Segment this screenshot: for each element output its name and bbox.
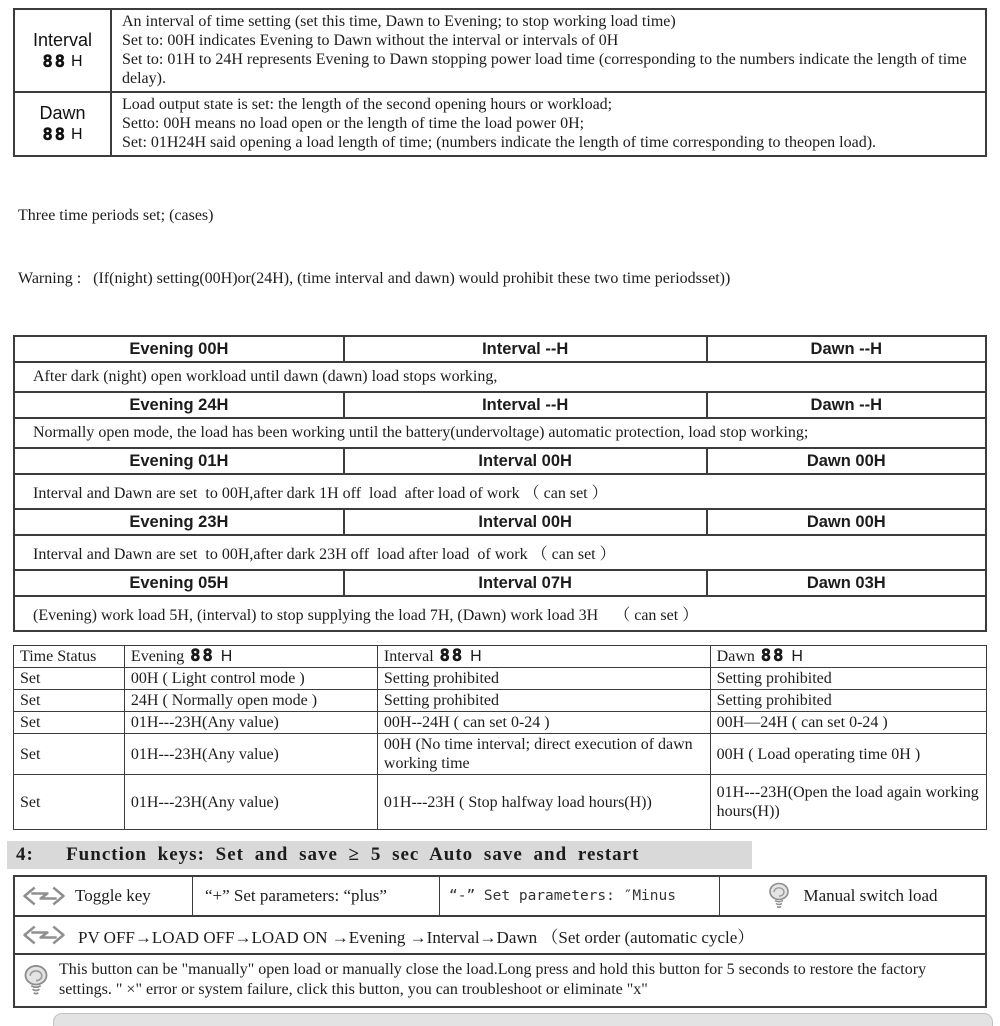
toggle-key-label: Toggle key [75, 886, 151, 905]
case-evening-cell: Evening 24H [15, 393, 345, 417]
case-evening-cell: Evening 00H [15, 337, 345, 361]
case-note: Interval and Dawn are set to 00H,after dark 23H off load after load of work （ can set ） [15, 534, 985, 569]
seven-segment-icon: 88 [439, 646, 465, 666]
hour-unit: H [70, 126, 83, 143]
dawn-cell: 00H—24H ( can set 0-24 ) [710, 712, 986, 734]
status-cell: Set [14, 734, 125, 775]
description-line: Set to: 01H to 24H represents Evening to Dawn stopping power load time (corresponding to the numbers indicate the length of time delay). [122, 51, 967, 87]
hour-unit: H [470, 648, 482, 665]
toggle-arrows-icon [22, 884, 66, 908]
case-interval-cell: Interval --H [345, 393, 708, 417]
time-status-table [13, 645, 987, 830]
case-evening-cell: Evening 01H [15, 449, 345, 473]
dawn-header-label: Dawn [716, 648, 755, 665]
section4-header: 4: Function keys: Set and save ≥ 5 sec Auto save and restart [7, 841, 752, 869]
legend-row-dawn [15, 91, 985, 155]
status-header-row [14, 646, 987, 668]
status-row [14, 734, 987, 775]
manual-switch-label: Manual switch load [803, 886, 938, 905]
manual-button-note-text: This button can be "manually" open load or manually close the load.Long press and hold this button for 5 seconds to restore the factory settings. " ×" error or system failure, click this button, you can troubleshoot or eliminate "x" [59, 961, 927, 998]
status-row [14, 690, 987, 712]
interval-description [112, 10, 985, 91]
seven-segment-icon: 88 [760, 646, 786, 666]
interval-cell: Setting prohibited [377, 690, 710, 712]
legend-row-interval [15, 10, 985, 91]
bulb-icon [22, 964, 50, 997]
intro-line: Three time periods set; (cases) [18, 207, 214, 224]
case-dawn-cell: Dawn 03H [806, 574, 886, 592]
case-row [15, 337, 985, 361]
case-dawn-cell: Dawn 00H [806, 452, 886, 470]
set-order-text: PV OFF→LOAD OFF→LOAD ON →Evening →Interval→Dawn （Set order (automatic cycle） [78, 927, 755, 947]
bulb-icon [767, 882, 791, 910]
interval-cell: Setting prohibited [377, 668, 710, 690]
hour-unit: H [70, 52, 83, 70]
case-evening-cell: Evening 23H [15, 510, 345, 534]
next-section-bar [53, 1013, 993, 1026]
dawn-label: Dawn [39, 103, 86, 123]
dawn-display [42, 125, 82, 145]
plus-parameter-cell: “+” Set parameters: “plus” [193, 877, 440, 915]
description-line: Set to: 00H indicates Evening to Dawn without the interval or intervals of 0H [122, 32, 619, 49]
dawn-cell: Setting prohibited [710, 690, 986, 712]
function-keys-row [15, 877, 985, 915]
status-row [14, 712, 987, 734]
dawn-cell: Setting prohibited [710, 668, 986, 690]
case-row [15, 391, 985, 417]
case-interval-cell: Interval --H [345, 337, 708, 361]
case-dawn-cell: Dawn 00H [806, 513, 886, 531]
function-keys-table [13, 875, 987, 1008]
status-cell: Set [14, 775, 125, 830]
status-header-time-status: Time Status [14, 646, 125, 668]
case-interval-cell: Interval 00H [345, 510, 708, 534]
status-header-evening [124, 646, 377, 668]
warning-line: Warning : (If(night) setting(00H)or(24H), (time interval and dawn) would prohibit these two time periodsset)) [18, 270, 731, 287]
case-note: Interval and Dawn are set to 00H,after dark 1H off load after load of work （ can set ） [15, 473, 985, 508]
interval-label-cell [15, 10, 112, 91]
case-row [15, 447, 985, 473]
description-line: Load output state is set: the length of the second opening hours or workload; [122, 96, 613, 113]
case-dawn-cell: Dawn --H [810, 340, 883, 358]
interval-header-label: Interval [383, 648, 434, 665]
manual-switch-cell [720, 877, 985, 915]
interval-label: Interval [32, 29, 93, 50]
case-row [15, 508, 985, 534]
dawn-label-cell [15, 93, 112, 155]
case-row [15, 569, 985, 595]
set-order-row [15, 915, 985, 953]
hour-unit: H [220, 648, 233, 665]
dawn-cell: 01H---23H(Open the load again working hours(H)) [710, 775, 986, 830]
legend-table [13, 8, 987, 157]
evening-cell: 01H---23H(Any value) [124, 734, 377, 775]
manual-button-note-row [15, 953, 985, 1006]
status-cell: Set [14, 690, 125, 712]
description-line: Setto: 00H means no load open or the length of time the load power 0H; [122, 115, 585, 132]
intro-block [18, 163, 987, 331]
toggle-key-cell [15, 877, 193, 915]
minus-parameter-cell: “-” Set parameters: ″Minus [440, 877, 720, 915]
interval-cell: 01H---23H ( Stop halfway load hours(H)) [377, 775, 710, 830]
seven-segment-icon: 88 [42, 125, 67, 145]
case-dawn-cell: Dawn --H [810, 396, 883, 414]
interval-display [42, 52, 82, 72]
case-note: Normally open mode, the load has been working until the battery(undervoltage) automatic protection, load stop working; [15, 417, 985, 447]
evening-cell: 01H---23H(Any value) [124, 775, 377, 830]
case-interval-cell: Interval 00H [345, 449, 708, 473]
status-cell: Set [14, 668, 125, 690]
status-row [14, 775, 987, 830]
cases-table [13, 335, 987, 632]
case-note: (Evening) work load 5H, (interval) to stop supplying the load 7H, (Dawn) work load 3H （ can set ） [15, 595, 985, 630]
evening-header-label: Evening [130, 648, 185, 665]
dawn-cell: 00H ( Load operating time 0H ) [710, 734, 986, 775]
interval-cell: 00H (No time interval; direct execution of dawn working time [377, 734, 710, 775]
evening-cell: 00H ( Light control mode ) [124, 668, 377, 690]
case-evening-cell: Evening 05H [15, 571, 345, 595]
interval-cell: 00H--24H ( can set 0-24 ) [377, 712, 710, 734]
seven-segment-icon: 88 [42, 51, 67, 72]
hour-unit: H [791, 648, 803, 665]
description-line: Set: 01H24H said opening a load length of time; (numbers indicate the length of time corresponding to theopen load). [122, 134, 877, 151]
status-header-dawn [710, 646, 986, 668]
case-note: After dark (night) open workload until dawn (dawn) load stops working, [15, 361, 985, 391]
description-line: An interval of time setting (set this time, Dawn to Evening; to stop working load time) [122, 13, 676, 30]
dawn-description [112, 93, 985, 155]
case-interval-cell: Interval 07H [345, 571, 708, 595]
status-header-interval [377, 646, 710, 668]
status-cell: Set [14, 712, 125, 734]
evening-cell: 01H---23H(Any value) [124, 712, 377, 734]
evening-cell: 24H ( Normally open mode ) [124, 690, 377, 712]
seven-segment-icon: 88 [190, 646, 215, 666]
toggle-arrows-icon [22, 923, 66, 947]
status-row [14, 668, 987, 690]
